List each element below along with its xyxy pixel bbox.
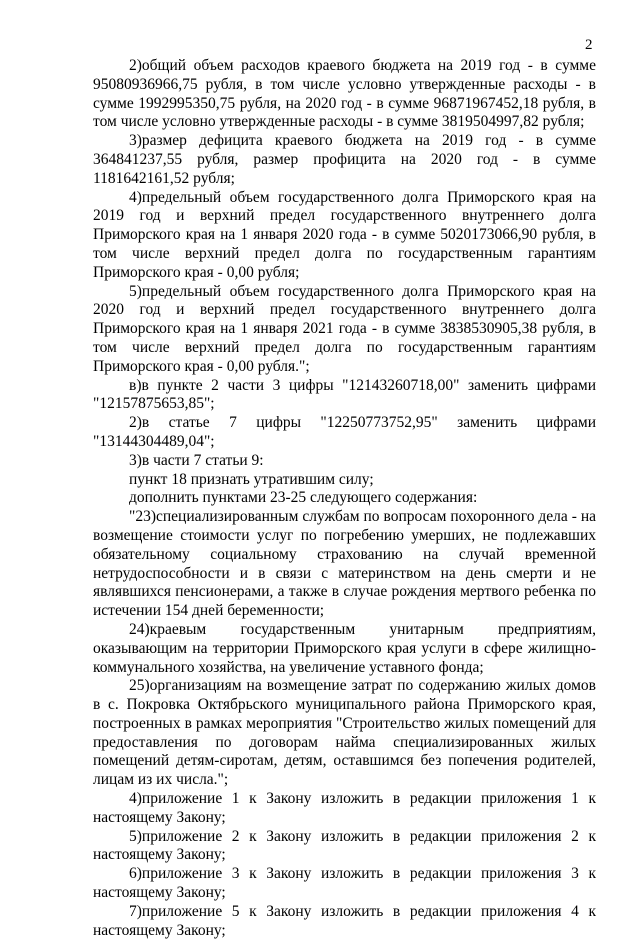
paragraph-amendment-7: 7)приложение 5 к Закону изложить в редакции приложения 4 к настоящему Закону; xyxy=(93,902,596,939)
paragraph-amendment-5: 5)приложение 2 к Закону изложить в редакции приложения 2 к настоящему Закону; xyxy=(93,827,596,864)
paragraph-subitem-v: в)в пункте 2 части 3 цифры "12143260718,00" заменить цифрами "12157875653,85"; xyxy=(93,376,596,413)
paragraph-point-23: "23)специализированным службам по вопросам похоронного дела - на возмещение стоимости услуг по погребению умерших, не подлежавших обязательному социальному страхованию на случай временной нетрудоспособности и в связи с материнством на день смерти и не являвшихся пенсионерами, а также в случае рождения мертвого ребенка по истечении 154 дней беременности; xyxy=(93,508,596,620)
page-number: 2 xyxy=(585,37,593,53)
paragraph-amendment-3: 3)в части 7 статьи 9: xyxy=(129,451,264,469)
paragraph-amendment-2: 2)в статье 7 цифры "12250773752,95" заменить цифрами "13144304489,04"; xyxy=(93,414,596,450)
document-body xyxy=(93,57,596,940)
paragraph-add-points: дополнить пунктами 23-25 следующего содержания: xyxy=(129,489,478,507)
paragraph-amendment-4: 4)приложение 1 к Закону изложить в редакции приложения 1 к настоящему Закону; xyxy=(93,790,596,826)
paragraph-amendment-6: 6)приложение 3 к Закону изложить в редакции приложения 3 к настоящему Закону; xyxy=(93,865,596,902)
paragraph-item-4-debt-2019: 4)предельный объем государственного долга Приморского края на 2019 год и верхний предел государственного внутреннего долга Приморского края на 1 января 2020 года - в сумме 5020173066,90 рубля, в том числе верхний предел долга по государственным гарантиям Приморского края - 0,00 рубля; xyxy=(93,188,596,281)
paragraph-item-2-total-expenses: 2)общий объем расходов краевого бюджета на 2019 год - в сумме 95080936966,75 рубля, в том числе условно утвержденные расходы - в сумме 1992995350,75 рубля, на 2020 год - в сумме 96871967452,18 рубля, в том числе условно утвержденные расходы - в сумме 3819504997,82 рубля; xyxy=(93,57,596,131)
paragraph-item-5-debt-2020: 5)предельный объем государственного долга Приморского края на 2020 год и верхний предел государственного внутреннего долга Приморского края на 1 января 2021 года - в сумме 3838530905,38 рубля, в том числе верхний предел долга по государственным гарантиям Приморского края - 0,00 рубля."; xyxy=(93,282,596,375)
paragraph-point-24: 24)краевым государственным унитарным предприятиям, оказывающим на территории Приморского края услуги в сфере жилищно-коммунального хозяйства, на увеличение уставного фонда; xyxy=(93,620,596,676)
paragraph-item-3-deficit: 3)размер дефицита краевого бюджета на 2019 год - в сумме 364841237,55 рубля, размер профицита на 2020 год - в сумме 1181642161,52 рубля; xyxy=(93,132,596,187)
paragraph-point-18: пункт 18 признать утратившим силу; xyxy=(129,470,374,488)
paragraph-point-25: 25)организациям на возмещение затрат по содержанию жилых домов в с. Покровка Октябрьского муниципального района Приморского края, построенных в рамках мероприятия "Строительство жилых помещений для предоставления по договорам найма специализированных жилых помещений детям-сиротам, детям, оставшимся без попечения родителей, лицам из их числа."; xyxy=(93,677,596,789)
